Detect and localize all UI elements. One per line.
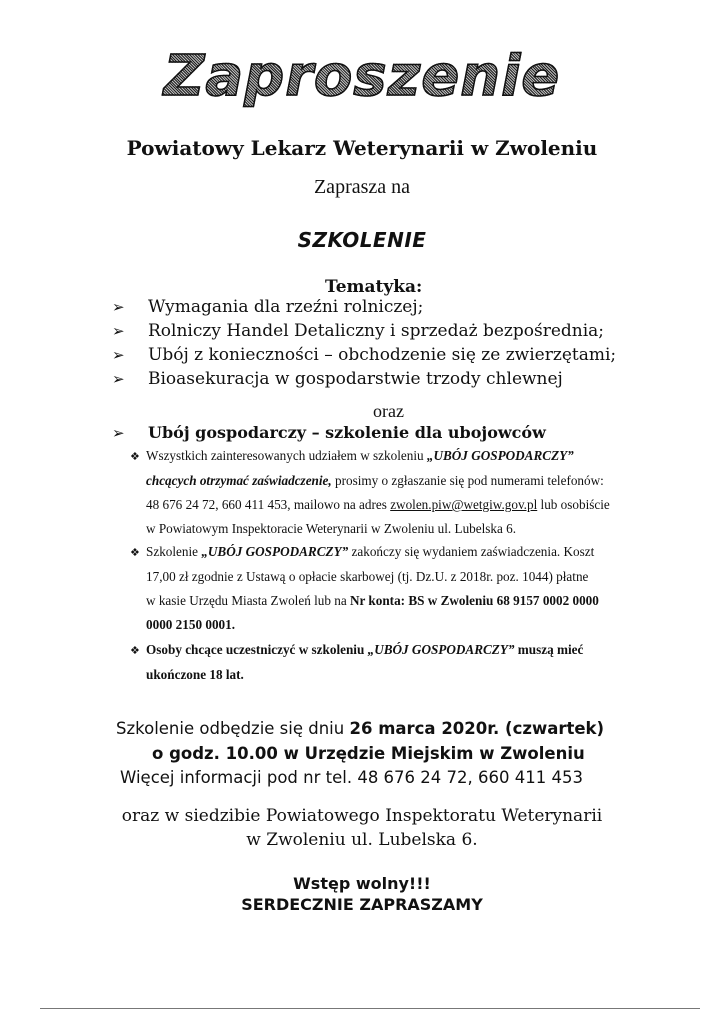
line — [130, 469, 650, 493]
training-heading: SZKOLENIE — [297, 228, 427, 252]
topic-item — [112, 297, 423, 317]
diamond-bullet-icon: ❖ — [130, 450, 140, 463]
info-paragraph-certificate — [130, 540, 650, 637]
text: Szkolenie — [146, 544, 202, 559]
organizer-name: Powiatowy Lekarz Weterynarii w Zwoleniu — [126, 136, 598, 160]
office-line-2: w Zwoleniu ul. Lubelska 6. — [246, 830, 478, 850]
oraz-text: oraz — [373, 401, 404, 421]
topic-label: Bioasekuracja w gospodarstwie trzody chlewnej — [148, 369, 563, 389]
contact-phone-line: Więcej informacji pod nr tel. 48 676 24 72, 660 411 453 — [120, 768, 583, 787]
line — [130, 448, 574, 463]
line — [130, 493, 650, 517]
free-entry: Wstęp wolny!!! — [293, 874, 431, 893]
text: chcących otrzymać zaświadczenie, — [146, 473, 332, 488]
info-paragraph-age — [130, 638, 650, 687]
text: „UBÓJ GOSPODARCZY” — [201, 544, 349, 559]
line: ukończone 18 lat. — [146, 667, 244, 682]
page-divider — [40, 1008, 700, 1009]
arrow-bullet-icon: ➢ — [112, 424, 125, 442]
event-date-line — [116, 719, 604, 738]
arrow-bullet-icon: ➢ — [112, 298, 125, 316]
info-paragraph-registration — [130, 444, 650, 541]
topic-item — [112, 369, 563, 389]
topic-label: Wymagania dla rzeźni rolniczej; — [148, 297, 424, 317]
invites-text: Zaprasza na — [313, 176, 411, 198]
line: 17,00 zł zgodnie z Ustawą o opłacie skarbowej (tj. Dz.U. z 2018r. poz. 1044) płatne — [146, 569, 589, 584]
arrow-bullet-icon: ➢ — [112, 346, 125, 364]
text: Szkolenie odbędzie się dniu — [116, 719, 350, 738]
topic-label: Ubój z konieczności – obchodzenie się ze zwierzętami; — [148, 345, 617, 365]
diamond-bullet-icon: ❖ — [130, 644, 140, 657]
special-topic — [112, 423, 546, 442]
topic-item — [112, 321, 604, 341]
text: lub osobiście — [537, 497, 610, 512]
special-topic-label: Ubój gospodarczy – szkolenie dla ubojowców — [148, 423, 546, 442]
topic-item — [112, 345, 616, 365]
text: 48 676 24 72, 660 411 453, mailowo na adres — [146, 497, 391, 512]
text: muszą mieć — [514, 642, 584, 657]
text: w kasie Urzędu Miasta Zwoleń lub na — [146, 593, 350, 608]
text: „UBÓJ GOSPODARCZY” — [367, 642, 515, 657]
text: Osoby chcące uczestniczyć w szkoleniu — [146, 642, 368, 657]
office-line-1: oraz w siedzibie Powiatowego Inspektoratu Weterynarii — [121, 806, 603, 826]
email-link[interactable]: zwolen.piw@wetgiw.gov.pl — [390, 497, 538, 512]
event-time-place: o godz. 10.00 w Urzędzie Miejskim w Zwoleniu — [152, 744, 585, 763]
topic-label: Rolniczy Handel Detaliczny i sprzedaż bezpośrednia; — [148, 321, 605, 341]
text: Nr konta: BS w Zwoleniu 68 9157 0002 0000 — [349, 593, 599, 608]
event-date: 26 marca 2020r. (czwartek) — [349, 719, 605, 738]
text: prosimy o zgłaszanie się pod numerami telefonów: — [331, 473, 604, 488]
arrow-bullet-icon: ➢ — [112, 370, 125, 388]
line — [130, 544, 594, 559]
welcome-text: SERDECZNIE ZAPRASZAMY — [241, 895, 483, 914]
line — [130, 642, 583, 657]
invitation-title: Zaproszenie — [0, 44, 724, 109]
topics-heading: Tematyka: — [325, 277, 423, 297]
arrow-bullet-icon: ➢ — [112, 322, 125, 340]
line — [130, 589, 650, 613]
text: „UBÓJ GOSPODARCZY” — [426, 448, 574, 463]
text: Wszystkich zainteresowanych udziałem w szkoleniu — [146, 448, 427, 463]
line: w Powiatowym Inspektoracie Weterynarii w Zwoleniu ul. Lubelska 6. — [146, 521, 517, 536]
line: 0000 2150 0001. — [146, 617, 236, 632]
diamond-bullet-icon: ❖ — [130, 546, 140, 559]
text: zakończy się wydaniem zaświadczenia. Koszt — [348, 544, 595, 559]
